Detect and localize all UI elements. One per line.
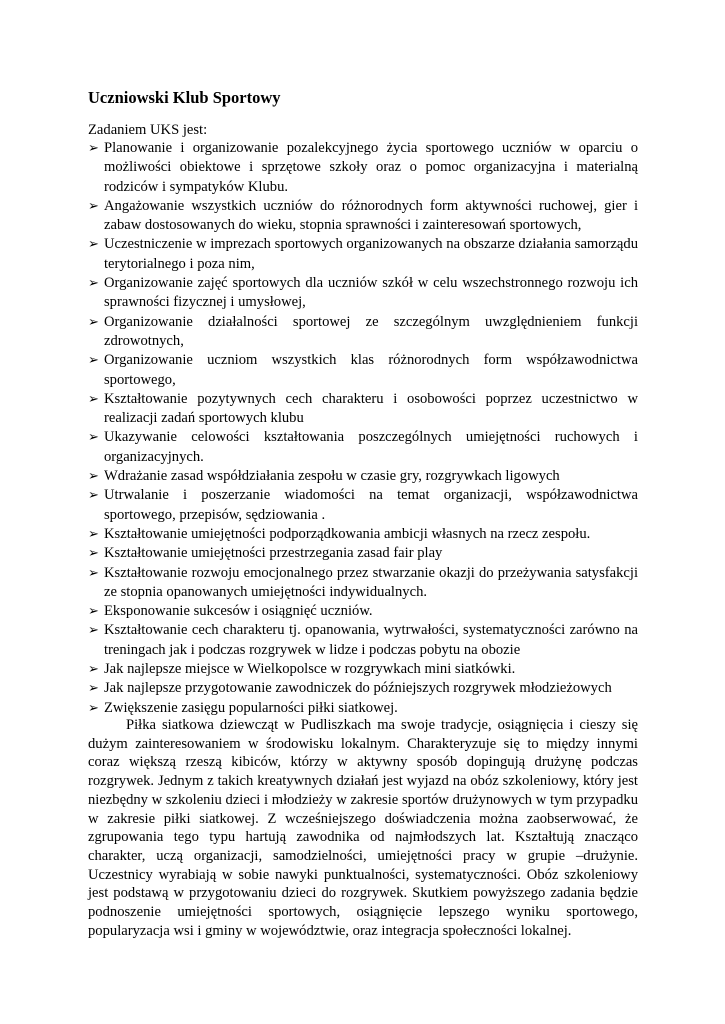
list-item bbox=[88, 351, 638, 390]
arrow-bullet-icon: ➢ bbox=[88, 391, 99, 407]
goals-list bbox=[88, 139, 638, 718]
arrow-bullet-icon: ➢ bbox=[88, 314, 99, 330]
list-item bbox=[88, 274, 638, 313]
list-item bbox=[88, 660, 638, 679]
list-item-text: Organizowanie uczniom wszystkich klas różnorodnych form współzawodnictwa sportowego, bbox=[104, 352, 638, 388]
list-item bbox=[88, 235, 638, 274]
arrow-bullet-icon: ➢ bbox=[88, 604, 99, 620]
list-item-text: Planowanie i organizowanie pozalekcyjnego życia sportowego uczniów w oparciu o możliwości obiektowe i sprzętowe szkoły oraz o pomoc organizacyjna i materialną rodziców i sympatyków Klubu. bbox=[104, 140, 638, 195]
list-item-text: Kształtowanie umiejętności podporządkowania ambicji własnych na rzecz zespołu. bbox=[104, 525, 591, 542]
arrow-bullet-icon: ➢ bbox=[88, 488, 99, 504]
list-item-text: Kształtowanie cech charakteru tj. opanowania, wytrwałości, systematyczności zarówno na treningach jak i podczas rozgrywek w lidze i podczas pobytu na obozie bbox=[104, 622, 638, 658]
list-item bbox=[88, 602, 638, 621]
list-item-text: Kształtowanie pozytywnych cech charakteru i osobowości poprzez uczestnictwo w realizacji zadań sportowych klubu bbox=[104, 390, 638, 427]
list-item-text: Utrwalanie i poszerzanie wiadomości na temat organizacji, współzawodnictwa sportowego, przepisów, sędziowania . bbox=[104, 487, 638, 523]
arrow-bullet-icon: ➢ bbox=[88, 662, 99, 678]
arrow-bullet-icon: ➢ bbox=[88, 623, 99, 639]
arrow-bullet-icon: ➢ bbox=[88, 681, 99, 697]
intro-text: Zadaniem UKS jest: bbox=[88, 122, 208, 138]
list-item bbox=[88, 486, 638, 525]
list-item-text: Eksponowanie sukcesów i osiągnięć uczniów. bbox=[104, 603, 373, 620]
list-item-text: Zwiększenie zasięgu popularności piłki siatkowej. bbox=[104, 699, 398, 716]
document-title: Uczniowski Klub Sportowy bbox=[88, 88, 281, 107]
list-item-text: Organizowanie działalności sportowej ze szczególnym uwzględnieniem funkcji zdrowotnych, bbox=[104, 313, 638, 349]
list-item-text: Jak najlepsze miejsce w Wielkopolsce w rozgrywkach mini siatkówki. bbox=[104, 661, 516, 678]
list-item bbox=[88, 679, 638, 698]
arrow-bullet-icon: ➢ bbox=[88, 430, 99, 446]
list-item bbox=[88, 467, 638, 486]
list-item-text: Angażowanie wszystkich uczniów do różnorodnych form aktywności ruchowej, gier i zabaw dostosowanych do wieku, stopnia sprawności i zainteresowań sportowych, bbox=[104, 197, 638, 234]
arrow-bullet-icon: ➢ bbox=[88, 546, 99, 562]
arrow-bullet-icon: ➢ bbox=[88, 276, 99, 292]
list-item bbox=[88, 544, 638, 563]
list-item bbox=[88, 313, 638, 352]
list-item-text: Kształtowanie umiejętności przestrzegania zasad fair play bbox=[104, 545, 443, 562]
list-item-text: Wdrażanie zasad współdziałania zespołu w czasie gry, rozgrywkach ligowych bbox=[104, 468, 560, 485]
arrow-bullet-icon: ➢ bbox=[88, 353, 99, 369]
list-item bbox=[88, 621, 638, 660]
list-item bbox=[88, 564, 638, 603]
arrow-bullet-icon: ➢ bbox=[88, 469, 99, 485]
list-item bbox=[88, 390, 638, 429]
list-item bbox=[88, 428, 638, 467]
list-item-text: Kształtowanie rozwoju emocjonalnego przez stwarzanie okazji do przeżywania satysfakcji ze stopnia opanowanych umiejętności indywidualnych. bbox=[104, 564, 638, 600]
list-item-text: Uczestniczenie w imprezach sportowych organizowanych na obszarze działania samorządu terytorialnego i poza nim, bbox=[104, 236, 638, 272]
body-paragraph: Piłka siatkowa dziewcząt w Pudliszkach ma swoje tradycje, osiągnięcia i cieszy się dużym zainteresowaniem w środowisku lokalnym. Charakteryzuje się to między innymi coraz większą rzeszą kibiców, którzy w aktywny sposób dopingują drużynę podczas rozgrywek. Jednym z takich kreatywnych działań jest wyjazd na obóz szkoleniowy, który jest niezbędny w szkoleniu dzieci i młodzieży w zakresie sportów drużynowych w tym przypadku w zakresie piłki siatkowej. Z wcześniejszego doświadczenia można zaobserwować, że zgrupowania tego typu hartują zawodnika od najmłodszych lat. Kształtują znacząco charakter, uczą organizacji, samodzielności, umiejętności pracy w grupie –drużynie. Uczestnicy wyrabiają w sobie nawyki punktualności, systematyczności. Obóz szkoleniowy jest podstawą w przygotowaniu dzieci do rozgrywek. Skutkiem powyższego zadania będzie podnoszenie umiejętności sportowych, osiągnięcie lepszego wyniku sportowego, popularyzacja wsi i gminy w województwie, oraz integracja społeczności lokalnej. bbox=[88, 717, 638, 939]
list-item bbox=[88, 525, 638, 544]
list-item bbox=[88, 197, 638, 236]
list-item bbox=[88, 699, 638, 718]
list-item-text: Ukazywanie celowości kształtowania poszczególnych umiejętności ruchowych i organizacyjnych. bbox=[104, 429, 638, 465]
arrow-bullet-icon: ➢ bbox=[88, 141, 99, 156]
list-item bbox=[88, 139, 638, 197]
list-item-text: Organizowanie zajęć sportowych dla uczniów szkół w celu wszechstronnego rozwoju ich sprawności fizycznej i umysłowej, bbox=[104, 275, 638, 311]
arrow-bullet-icon: ➢ bbox=[88, 700, 99, 716]
list-item-text: Jak najlepsze przygotowanie zawodniczek do późniejszych rozgrywek młodzieżowych bbox=[104, 680, 612, 697]
arrow-bullet-icon: ➢ bbox=[88, 565, 99, 581]
arrow-bullet-icon: ➢ bbox=[88, 198, 99, 214]
arrow-bullet-icon: ➢ bbox=[88, 237, 99, 253]
arrow-bullet-icon: ➢ bbox=[88, 526, 99, 542]
